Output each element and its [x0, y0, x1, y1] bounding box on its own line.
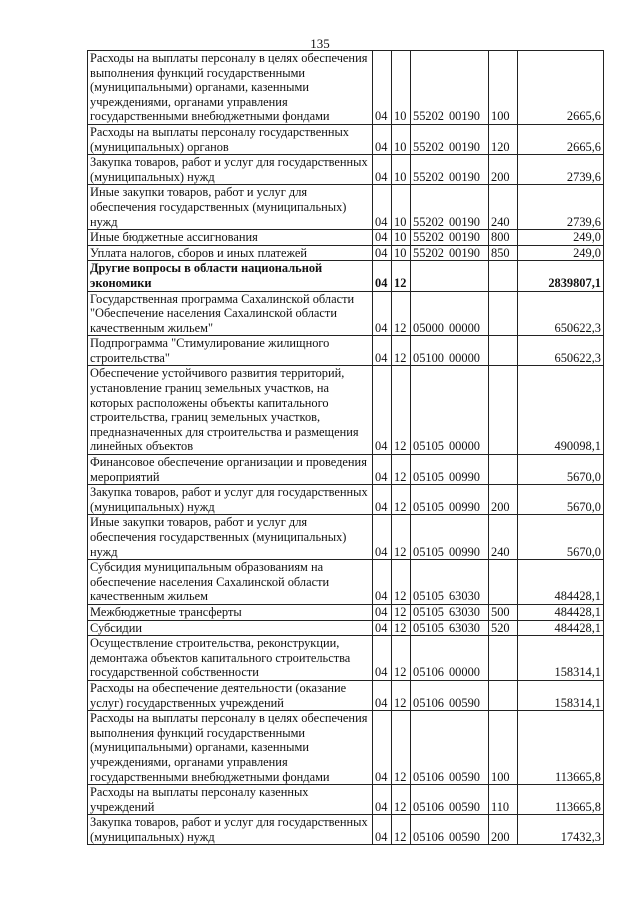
target-article-program: 05105 — [413, 469, 444, 484]
expense-name-cell: Другие вопросы в области национальной экономики — [88, 261, 373, 291]
target-article-direction: 00190 — [448, 109, 480, 124]
expense-name-cell: Расходы на выплаты персоналу в целях обеспечения выполнения функций государственными (муниципальными) органами, казенными учреждениями, органами управления государственными внебюджетными фондами — [88, 51, 373, 125]
amount-cell: 484428,1 — [518, 560, 604, 605]
expense-name-cell: Закупка товаров, работ и услуг для государственных (муниципальных) нужд — [88, 815, 373, 845]
amount-cell: 2665,6 — [518, 51, 604, 125]
expense-name-cell: Обеспечение устойчивого развития территорий, установление границ земельных участков, на которых расположены объекты капитального строительства, границ земельных участков, предназначенных для строительства и размещения линейных объектов — [88, 366, 373, 455]
table-row — [88, 185, 604, 230]
section-code-cell: 04 — [373, 515, 392, 560]
target-article-direction: 00990 — [448, 499, 480, 514]
target-article-cell — [411, 636, 489, 681]
expense-name-cell: Закупка товаров, работ и услуг для государственных (муниципальных) нужд — [88, 155, 373, 185]
target-article-direction: 00590 — [448, 695, 480, 710]
section-code-cell: 04 — [373, 155, 392, 185]
expense-name-cell: Подпрограмма "Стимулирование жилищного строительства" — [88, 336, 373, 366]
section-code-cell: 04 — [373, 245, 392, 261]
page-number: 135 — [310, 36, 330, 51]
section-code-cell: 04 — [373, 680, 392, 710]
target-article-cell — [411, 785, 489, 815]
target-article-direction: 00000 — [448, 439, 480, 454]
target-article-direction: 63030 — [448, 620, 480, 635]
target-article-cell — [411, 560, 489, 605]
target-article-program: 05000 — [413, 320, 444, 335]
table-row — [88, 785, 604, 815]
budget-table — [87, 50, 604, 845]
target-article-direction: 00590 — [448, 799, 480, 814]
section-code-cell: 04 — [373, 620, 392, 636]
target-article-cell — [411, 155, 489, 185]
target-article-program: 05105 — [413, 499, 444, 514]
target-article-direction: 00190 — [448, 230, 480, 245]
subsection-code-cell: 12 — [392, 455, 411, 485]
table-row — [88, 124, 604, 154]
expense-type-cell: 110 — [489, 785, 518, 815]
subsection-code-cell: 12 — [392, 785, 411, 815]
section-code-cell: 04 — [373, 366, 392, 455]
subsection-code-cell: 12 — [392, 636, 411, 681]
expense-type-cell — [489, 680, 518, 710]
subsection-code-cell: 12 — [392, 815, 411, 845]
section-code-cell: 04 — [373, 455, 392, 485]
table-row — [88, 515, 604, 560]
amount-cell: 5670,0 — [518, 515, 604, 560]
subsection-code-cell: 12 — [392, 515, 411, 560]
expense-type-cell — [489, 291, 518, 336]
target-article-cell — [411, 485, 489, 515]
subsection-code-cell: 10 — [392, 124, 411, 154]
expense-name-cell: Осуществление строительства, реконструкции, демонтажа объектов капитального строительства государственной собственности — [88, 636, 373, 681]
target-article-cell — [411, 815, 489, 845]
table-row — [88, 155, 604, 185]
expense-name-cell: Расходы на обеспечение деятельности (оказание услуг) государственных учреждений — [88, 680, 373, 710]
expense-type-cell — [489, 560, 518, 605]
expense-name-cell: Расходы на выплаты персоналу в целях обеспечения выполнения функций государственными (муниципальными) органами, казенными учреждениями, органами управления государственными внебюджетными фондами — [88, 711, 373, 785]
expense-type-cell — [489, 336, 518, 366]
amount-cell: 249,0 — [518, 230, 604, 246]
section-code-cell: 04 — [373, 485, 392, 515]
target-article-program: 55202 — [413, 214, 444, 229]
expense-type-cell — [489, 455, 518, 485]
subsection-code-cell: 12 — [392, 261, 411, 291]
amount-cell: 2739,6 — [518, 185, 604, 230]
section-code-cell: 04 — [373, 815, 392, 845]
target-article-cell — [411, 515, 489, 560]
section-code-cell: 04 — [373, 51, 392, 125]
expense-type-cell: 200 — [489, 155, 518, 185]
subsection-code-cell: 10 — [392, 155, 411, 185]
subsection-code-cell: 12 — [392, 711, 411, 785]
expense-type-cell: 200 — [489, 485, 518, 515]
target-article-cell — [411, 124, 489, 154]
target-article-program: 05106 — [413, 799, 444, 814]
target-article-program: 05105 — [413, 439, 444, 454]
table-row — [88, 230, 604, 246]
amount-cell: 2665,6 — [518, 124, 604, 154]
section-code-cell: 04 — [373, 560, 392, 605]
expense-name-cell: Субсидия муниципальным образованиям на обеспечение населения Сахалинской области качественным жильем — [88, 560, 373, 605]
target-article-program: 05100 — [413, 350, 444, 365]
expense-type-cell: 120 — [489, 124, 518, 154]
target-article-program: 05105 — [413, 589, 444, 604]
target-article-cell — [411, 604, 489, 620]
expense-name-cell: Иные бюджетные ассигнования — [88, 230, 373, 246]
table-row — [88, 680, 604, 710]
subsection-code-cell: 12 — [392, 291, 411, 336]
target-article-direction: 63030 — [448, 589, 480, 604]
expense-type-cell: 100 — [489, 51, 518, 125]
expense-type-cell: 240 — [489, 185, 518, 230]
target-article-cell — [411, 711, 489, 785]
expense-name-cell: Расходы на выплаты персоналу государственных (муниципальных) органов — [88, 124, 373, 154]
target-article-program: 05106 — [413, 829, 444, 844]
subsection-code-cell: 12 — [392, 485, 411, 515]
subsection-code-cell: 12 — [392, 680, 411, 710]
amount-cell: 113665,8 — [518, 785, 604, 815]
table-row — [88, 560, 604, 605]
target-article-cell — [411, 336, 489, 366]
subsection-code-cell: 12 — [392, 620, 411, 636]
expense-type-cell — [489, 636, 518, 681]
amount-cell: 5670,0 — [518, 485, 604, 515]
amount-cell: 2739,6 — [518, 155, 604, 185]
target-article-cell — [411, 51, 489, 125]
table-row — [88, 291, 604, 336]
table-row — [88, 366, 604, 455]
subsection-code-cell: 12 — [392, 560, 411, 605]
subsection-code-cell: 10 — [392, 51, 411, 125]
target-article-program: 55202 — [413, 230, 444, 245]
table-row — [88, 485, 604, 515]
section-code-cell: 04 — [373, 291, 392, 336]
expense-type-cell — [489, 261, 518, 291]
section-code-cell: 04 — [373, 124, 392, 154]
expense-type-cell: 200 — [489, 815, 518, 845]
amount-cell: 17432,3 — [518, 815, 604, 845]
target-article-cell — [411, 230, 489, 246]
table-row — [88, 620, 604, 636]
target-article-cell — [411, 185, 489, 230]
target-article-program: 55202 — [413, 169, 444, 184]
amount-cell: 484428,1 — [518, 620, 604, 636]
expense-type-cell: 520 — [489, 620, 518, 636]
amount-cell: 490098,1 — [518, 366, 604, 455]
table-row — [88, 604, 604, 620]
expense-name-cell: Иные закупки товаров, работ и услуг для обеспечения государственных (муниципальных) нужд — [88, 185, 373, 230]
table-row — [88, 455, 604, 485]
section-code-cell: 04 — [373, 636, 392, 681]
expense-type-cell: 100 — [489, 711, 518, 785]
expense-name-cell: Государственная программа Сахалинской области "Обеспечение населения Сахалинской области качественным жильем" — [88, 291, 373, 336]
section-code-cell: 04 — [373, 336, 392, 366]
amount-cell: 2839807,1 — [518, 261, 604, 291]
expense-type-cell: 240 — [489, 515, 518, 560]
table-row — [88, 51, 604, 125]
section-code-cell: 04 — [373, 604, 392, 620]
subsection-code-cell: 12 — [392, 336, 411, 366]
target-article-program: 55202 — [413, 139, 444, 154]
target-article-direction: 63030 — [448, 604, 480, 619]
target-article-direction: 00190 — [448, 245, 480, 260]
budget-table-body — [88, 51, 604, 845]
table-row — [88, 261, 604, 291]
amount-cell: 113665,8 — [518, 711, 604, 785]
subsection-code-cell: 10 — [392, 230, 411, 246]
target-article-direction: 00190 — [448, 214, 480, 229]
target-article-direction: 00590 — [448, 769, 480, 784]
target-article-program: 05105 — [413, 604, 444, 619]
subsection-code-cell: 10 — [392, 245, 411, 261]
expense-type-cell — [489, 366, 518, 455]
expense-name-cell: Иные закупки товаров, работ и услуг для обеспечения государственных (муниципальных) нужд — [88, 515, 373, 560]
section-code-cell: 04 — [373, 711, 392, 785]
target-article-program: 05106 — [413, 695, 444, 710]
amount-cell: 5670,0 — [518, 455, 604, 485]
subsection-code-cell: 12 — [392, 366, 411, 455]
target-article-cell — [411, 455, 489, 485]
target-article-cell — [411, 291, 489, 336]
target-article-direction: 00190 — [448, 169, 480, 184]
target-article-program: 05106 — [413, 769, 444, 784]
subsection-code-cell: 10 — [392, 185, 411, 230]
target-article-direction: 00000 — [448, 665, 480, 680]
subsection-code-cell: 12 — [392, 604, 411, 620]
target-article-cell — [411, 366, 489, 455]
target-article-cell — [411, 680, 489, 710]
amount-cell: 158314,1 — [518, 680, 604, 710]
amount-cell: 484428,1 — [518, 604, 604, 620]
expense-name-cell: Расходы на выплаты персоналу казенных учреждений — [88, 785, 373, 815]
target-article-direction: 00000 — [448, 350, 480, 365]
amount-cell: 650622,3 — [518, 291, 604, 336]
expense-type-cell: 500 — [489, 604, 518, 620]
target-article-cell — [411, 620, 489, 636]
expense-name-cell: Межбюджетные трансферты — [88, 604, 373, 620]
target-article-cell — [411, 245, 489, 261]
target-article-cell — [411, 261, 489, 291]
target-article-program: 55202 — [413, 245, 444, 260]
expense-type-cell: 800 — [489, 230, 518, 246]
amount-cell: 249,0 — [518, 245, 604, 261]
target-article-direction: 00990 — [448, 469, 480, 484]
target-article-program: 05105 — [413, 620, 444, 635]
table-row — [88, 815, 604, 845]
section-code-cell: 04 — [373, 230, 392, 246]
section-code-cell: 04 — [373, 185, 392, 230]
target-article-program: 05105 — [413, 544, 444, 559]
amount-cell: 158314,1 — [518, 636, 604, 681]
table-row — [88, 245, 604, 261]
section-code-cell: 04 — [373, 261, 392, 291]
table-row — [88, 711, 604, 785]
target-article-direction: 00990 — [448, 544, 480, 559]
target-article-direction: 00590 — [448, 829, 480, 844]
expense-type-cell: 850 — [489, 245, 518, 261]
table-row — [88, 336, 604, 366]
expense-name-cell: Финансовое обеспечение организации и проведения мероприятий — [88, 455, 373, 485]
target-article-program: 55202 — [413, 109, 444, 124]
expense-name-cell: Субсидии — [88, 620, 373, 636]
target-article-direction: 00190 — [448, 139, 480, 154]
amount-cell: 650622,3 — [518, 336, 604, 366]
table-row — [88, 636, 604, 681]
expense-name-cell: Закупка товаров, работ и услуг для государственных (муниципальных) нужд — [88, 485, 373, 515]
section-code-cell: 04 — [373, 785, 392, 815]
target-article-direction: 00000 — [448, 320, 480, 335]
target-article-program: 05106 — [413, 665, 444, 680]
expense-name-cell: Уплата налогов, сборов и иных платежей — [88, 245, 373, 261]
